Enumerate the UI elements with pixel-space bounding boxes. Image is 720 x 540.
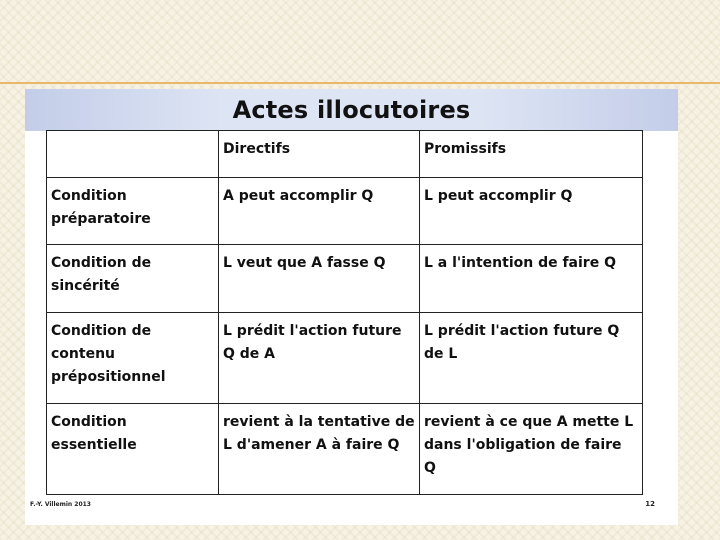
decorative-top-line — [0, 82, 720, 84]
slide-image — [25, 89, 678, 525]
directifs-cell: revient à la tentative de L d'amener A à faire Q — [219, 404, 420, 495]
table-header-row — [47, 131, 643, 178]
title-band — [25, 89, 678, 131]
illocutionary-acts-table — [46, 130, 643, 495]
row-label: Condition préparatoire — [47, 178, 219, 245]
promissifs-cell: L a l'intention de faire Q — [420, 245, 643, 313]
promissifs-cell: revient à ce que A mette L dans l'obligation de faire Q — [420, 404, 643, 495]
row-label: Condition de sincérité — [47, 245, 219, 313]
row-label: Condition essentielle — [47, 404, 219, 495]
directifs-cell: L veut que A fasse Q — [219, 245, 420, 313]
directifs-cell: A peut accomplir Q — [219, 178, 420, 245]
header-empty-cell — [47, 131, 219, 178]
footer-author: F.-Y. Villemin 2013 — [30, 501, 91, 508]
table-row — [47, 245, 643, 313]
table-row — [47, 178, 643, 245]
table-row — [47, 313, 643, 404]
promissifs-cell: L peut accomplir Q — [420, 178, 643, 245]
table-row — [47, 404, 643, 495]
header-directifs: Directifs — [219, 131, 420, 178]
slide-title: Actes illocutoires — [232, 96, 471, 124]
row-label: Condition de contenu prépositionnel — [47, 313, 219, 404]
footer-page-number: 12 — [645, 500, 655, 508]
header-promissifs: Promissifs — [420, 131, 643, 178]
directifs-cell: L prédit l'action future Q de A — [219, 313, 420, 404]
promissifs-cell: L prédit l'action future Q de L — [420, 313, 643, 404]
